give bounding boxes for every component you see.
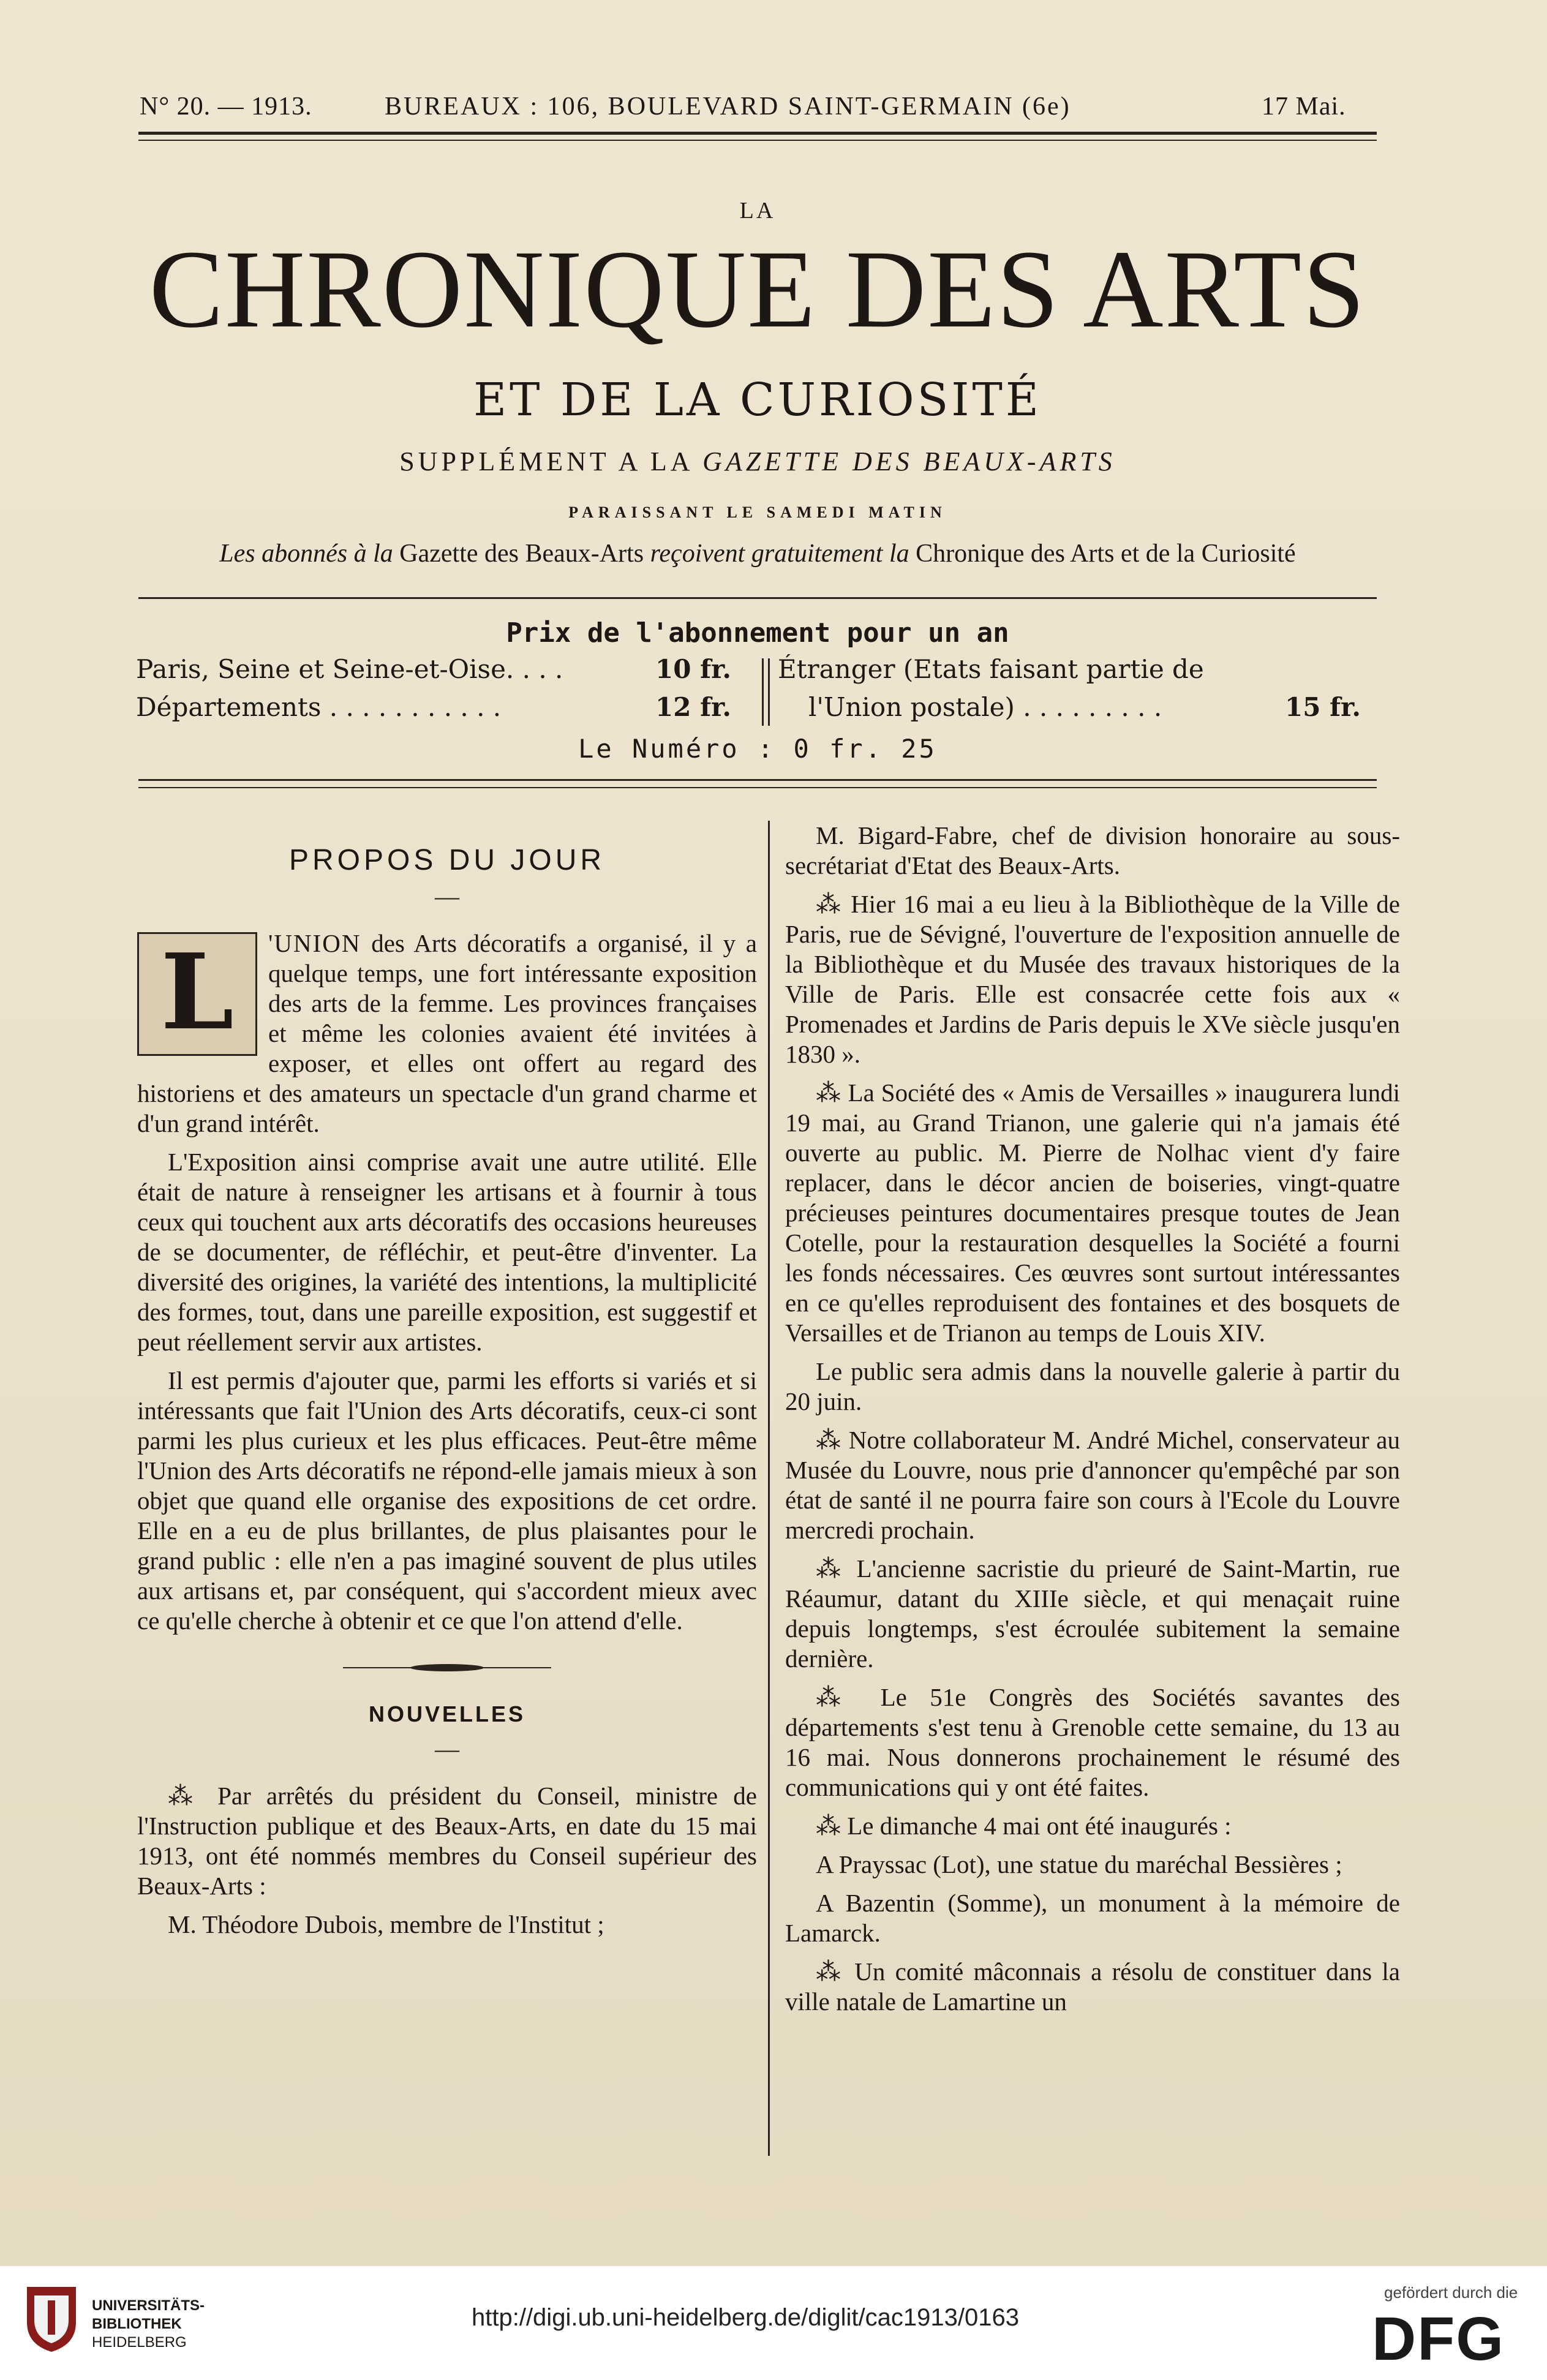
supplement-prefix: SUPPLÉMENT A LA <box>399 446 693 476</box>
news-item-1: ⁂ Par arrêtés du président du Conseil, ministre de l'Instruction publique et des Beaux-Arts, en date du 15 mai 1913, ont été nommés membres du Conseil supérieur des Beaux-Arts : <box>137 1782 757 1900</box>
subscribers-note-part1: Les abonnés à la <box>219 540 393 568</box>
news-item-2: M. Théodore Dubois, membre de l'Institut ; <box>168 1910 604 1938</box>
news-item-r1: ⁂ Hier 16 mai a eu lieu à la Bibliothèque de la Ville de Paris, rue de Sévigné, l'ouverture de l'exposition annuelle de la Bibliothèque et du Musée des travaux historiques de la Ville de Paris. Elle est consacrée cette fois aux « Promenades et Jardins de Paris depuis le XVe siècle jusqu'en 1830 ». <box>785 890 1400 1068</box>
library-name-line1: UNIVERSITÄTS- <box>92 2297 205 2314</box>
masthead-subtitle: ET DE LA CURIOSITÉ <box>473 374 1042 426</box>
news-item-r2: ⁂ La Société des « Amis de Versailles » inaugurera lundi 19 mai, au Grand Trianon, une galerie qui n'a jamais été ouverte au public. M. Pierre de Nolhac vient d'y faire replacer, dans le décor ancien de boiseries, vingt-quatre précieuses peintures documentaires presque toutes de Jean Cotelle, pour la restauration desquelles la Société a fourni les fonds nécessaires. Ces œuvres sont surtout intéressantes en ce qu'elles reproduisent des fontaines et des bosquets de Versailles et de Trianon au temps de Louis XIV. <box>785 1079 1400 1347</box>
article-lead-word: 'UNION <box>268 929 361 957</box>
section-ornament <box>137 1651 757 1681</box>
subscription-heading: Prix de l'abonnement pour un an <box>506 617 1009 649</box>
supplement-line <box>138 446 1377 477</box>
publication-frequency: PARAISSANT LE SAMEDI MATIN <box>568 503 947 521</box>
subscription-rule-1 <box>138 779 1377 781</box>
university-crest-icon <box>23 2283 80 2354</box>
news-item-r7: ⁂ Le dimanche 4 mai ont été inaugurés : <box>816 1812 1232 1840</box>
news-item-r0: M. Bigard-Fabre, chef de division honoraire au sous-secrétariat d'Etat des Beaux-Arts. <box>785 821 1400 879</box>
section-title-propos: PROPOS DU JOUR <box>288 844 606 876</box>
masthead-article: LA <box>739 198 776 224</box>
right-column <box>785 821 1400 2025</box>
paris-label: Paris, Seine et Seine-et-Oise. . . . <box>136 654 563 684</box>
departements-label: Départements . . . . . . . . . . . <box>136 692 502 722</box>
library-name-line2: BIBLIOTHEK <box>92 2316 182 2332</box>
single-issue-price: Le Numéro : 0 fr. 25 <box>578 734 937 764</box>
dropcap-letter: L <box>160 931 234 1053</box>
header-rule-thick <box>138 132 1377 135</box>
subscription-divider-1 <box>762 658 764 726</box>
issue-date: 17 Mai. <box>1262 92 1346 121</box>
office-address: BUREAUX : 106, BOULEVARD SAINT-GERMAIN (6e) <box>385 92 1071 121</box>
digitization-footer <box>0 2266 1547 2380</box>
dfg-logo: DFG <box>1372 2305 1505 2373</box>
article-paragraph-1 <box>137 928 757 1139</box>
section-dash-2: — <box>435 1735 459 1763</box>
ornament-rule-icon <box>343 1662 551 1674</box>
dropcap-ornament <box>137 932 257 1056</box>
subscription-divider-2 <box>768 658 770 726</box>
funded-by-label: gefördert durch die <box>1384 2283 1518 2302</box>
etranger-label-1: Étranger (Etats faisant partie de <box>778 654 1204 684</box>
paris-price: 10 fr. <box>655 654 732 684</box>
news-item-r10: ⁂ Un comité mâconnais a résolu de constituer dans la ville natale de Lamartine un <box>785 1957 1400 2016</box>
news-item-r6: ⁂ Le 51e Congrès des Sociétés savantes des départements s'est tenu à Grenoble cette semaine, du 13 au 16 mai. Nous donnerons prochainement le résumé des communications qui y ont été faites. <box>785 1683 1400 1801</box>
departements-price: 12 fr. <box>655 692 732 722</box>
etranger-price: 15 fr. <box>1285 692 1361 722</box>
news-item-r9: A Bazentin (Somme), un monument à la mémoire de Lamarck. <box>785 1889 1400 1947</box>
news-item-r3: Le public sera admis dans la nouvelle galerie à partir du 20 juin. <box>785 1357 1400 1415</box>
library-name-line3: HEIDELBERG <box>92 2334 187 2351</box>
issue-number: N° 20. — 1913. <box>140 92 312 121</box>
article-paragraph-2: L'Exposition ainsi comprise avait une autre utilité. Elle était de nature à renseigner les artisans et à fournir à tous ceux qui touchent aux arts décoratifs des occasions heureuses de se documenter, de réfléchir, et peut-être d'inventer. La diversité des origines, la variété des intentions, la multiplicité des formes, tout, dans une pareille exposition, est suggestif et peut réellement servir aux artistes. <box>137 1148 757 1356</box>
news-item-r4: ⁂ Notre collaborateur M. André Michel, conservateur au Musée du Louvre, nous prie d'annoncer qu'empêché par son état de santé il ne pourra faire son cours à l'Ecole du Louvre mercredi prochain. <box>785 1426 1400 1544</box>
subscribers-note-part4: Chronique des Arts et de la Curiosité <box>916 540 1296 568</box>
subscription-rule-2 <box>138 787 1377 788</box>
supplement-name: GAZETTE DES BEAUX-ARTS <box>702 446 1116 476</box>
library-name <box>92 2297 205 2352</box>
subscribers-note <box>138 539 1377 568</box>
left-column <box>137 821 757 1948</box>
etranger-label-2: l'Union postale) . . . . . . . . . <box>808 692 1162 722</box>
subscribers-note-part2: Gazette des Beaux-Arts <box>399 540 644 568</box>
section-dash: — <box>435 883 459 910</box>
masthead-title: CHRONIQUE DES ARTS <box>149 228 1366 351</box>
news-item-r5: ⁂ L'ancienne sacristie du prieuré de Saint-Martin, rue Réaumur, datant du XIIIe siècle, et qui menaçait ruine depuis longtemps, s'est écroulée subitement la semaine dernière. <box>785 1554 1400 1673</box>
news-item-r8: A Prayssac (Lot), une statue du maréchal Bessières ; <box>816 1850 1342 1878</box>
article-paragraph-3: Il est permis d'ajouter que, parmi les efforts si variés et si intéressants que fait l'Union des Arts décoratifs, ceux-ci sont parmi les plus curieux et les plus efficaces. Peut-être même l'Union des Arts décoratifs ne répond-elle jamais mieux à son objet que quand elle organise des expositions de cet ordre. Elle en a eu de plus brillantes, de plus plaisantes pour le grand public : elle n'en a pas imaginé souvent de plus utiles aux artisans et, par conséquent, qui s'accordent mieux avec ce qu'elle cherche à obtenir et ce que l'on attend d'elle. <box>137 1366 757 1635</box>
article-paragraph-1-text: des Arts décoratifs a organisé, il y a quelque temps, une fort intéressante exposition des arts de la femme. Les provinces françaises et même les colonies avaient été invitées à exposer, et elles ont offert au regard des historiens et des amateurs un spectacle d'un grand charme et d'un grand intérêt. <box>137 929 757 1137</box>
header-rule-thin <box>138 140 1377 141</box>
column-divider <box>768 821 770 2156</box>
subscribers-note-part3: reçoivent gratuitement la <box>650 540 909 568</box>
section-title-nouvelles: NOUVELLES <box>368 1701 526 1727</box>
digitization-url[interactable]: http://digi.ub.uni-heidelberg.de/diglit/cac1913/0163 <box>472 2304 1019 2331</box>
masthead-rule <box>138 597 1377 599</box>
